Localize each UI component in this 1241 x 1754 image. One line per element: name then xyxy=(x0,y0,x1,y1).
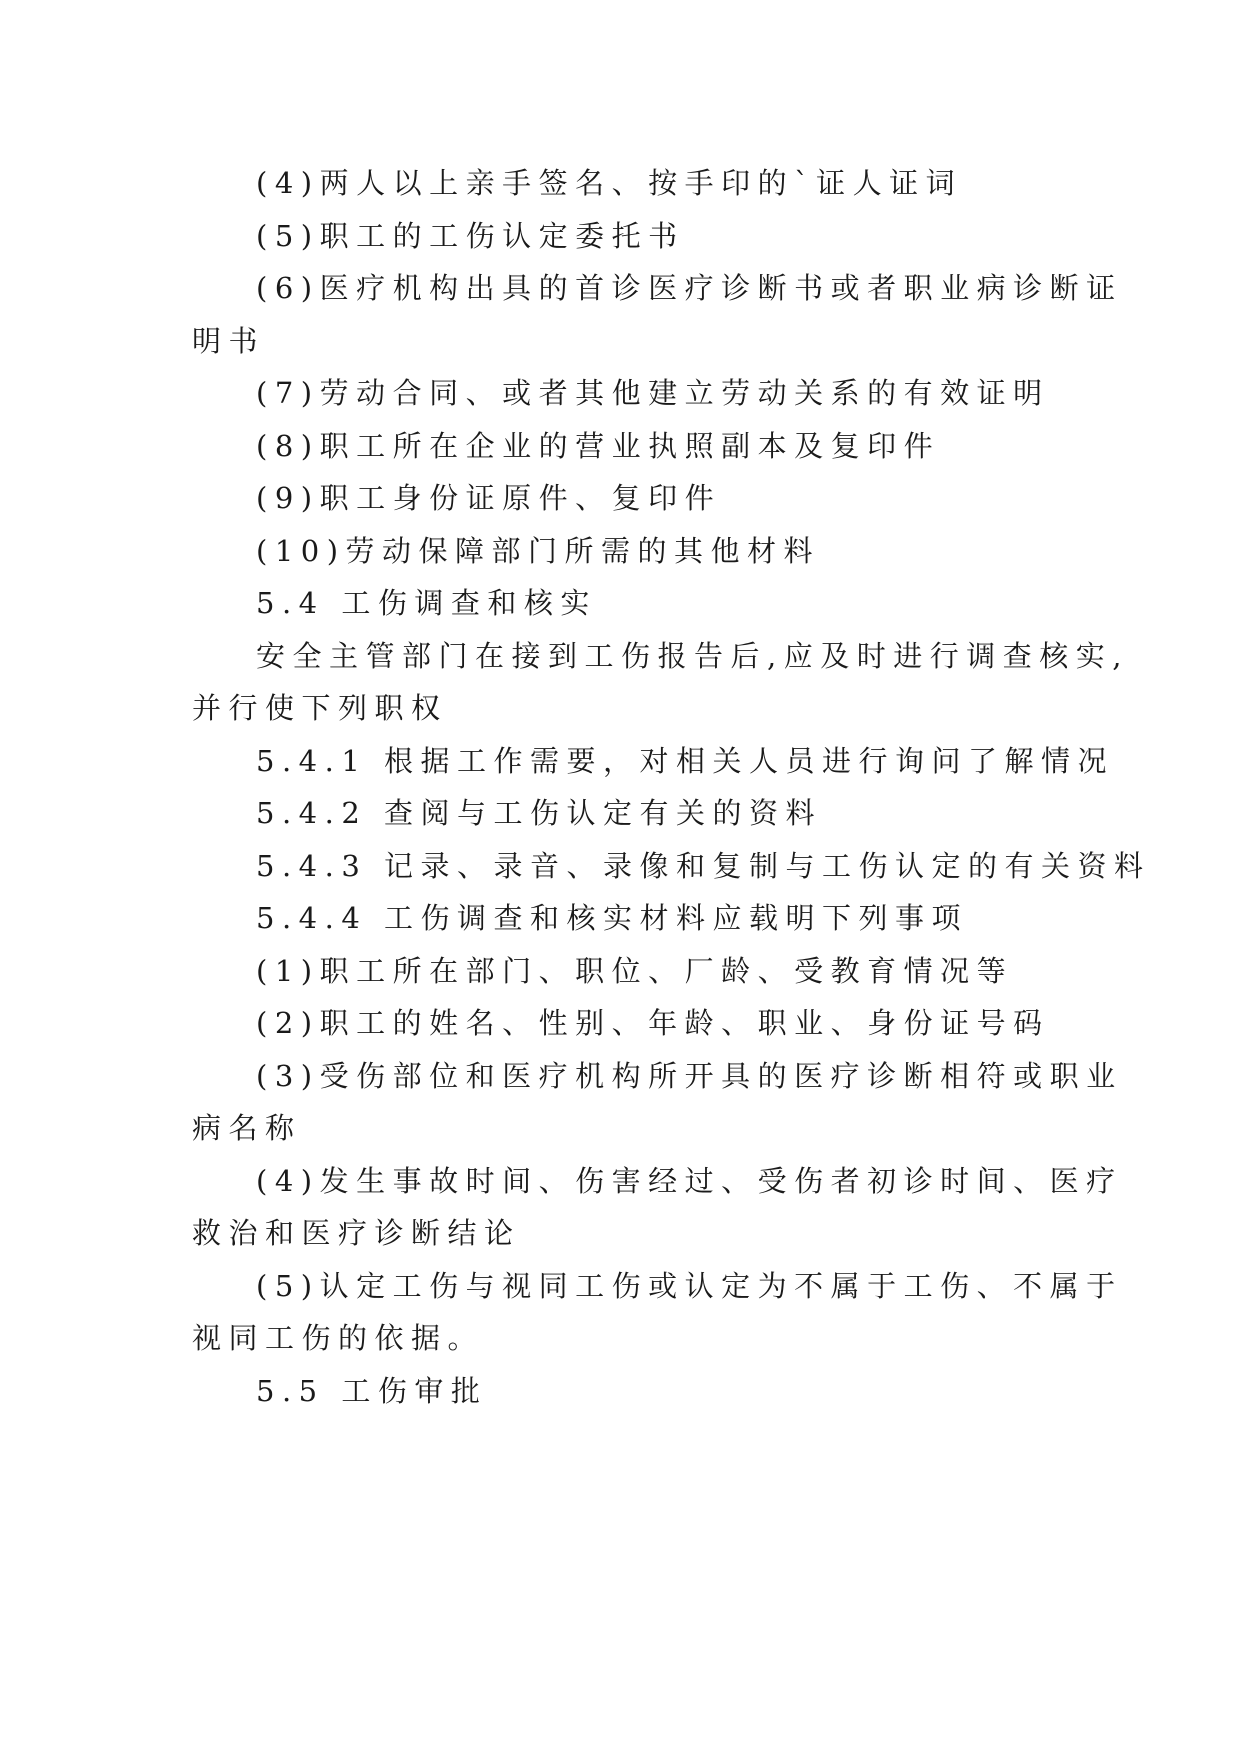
subitem-4-accident-time: (4)发生事故时间、伤害经过、受伤者初诊时间、医疗 xyxy=(256,1164,1123,1198)
item-5-authorization-letter: (5)职工的工伤认定委托书 xyxy=(256,219,685,253)
item-6-continuation: 明书 xyxy=(192,324,266,358)
section-5-4-heading: 5.4 工伤调查和核实 xyxy=(256,586,597,620)
section-5-5-heading: 5.5 工伤审批 xyxy=(256,1374,488,1408)
section-5-4-paragraph: 安全主管部门在接到工伤报告后,应及时进行调查核实, xyxy=(256,639,1129,673)
section-5-4-paragraph-continuation: 并行使下列职权 xyxy=(192,691,448,725)
item-9-id-card: (9)职工身份证原件、复印件 xyxy=(256,481,722,515)
clause-5-4-3: 5.4.3 记录、录音、录像和复制与工伤认定的有关资料 xyxy=(256,849,1151,883)
item-8-business-license: (8)职工所在企业的营业执照副本及复印件 xyxy=(256,429,941,463)
subitem-2-personal-info: (2)职工的姓名、性别、年龄、职业、身份证号码 xyxy=(256,1006,1050,1040)
subitem-3-injury-location: (3)受伤部位和医疗机构所开具的医疗诊断相符或职业 xyxy=(256,1059,1123,1093)
subitem-3-continuation: 病名称 xyxy=(192,1111,302,1145)
subitem-4-continuation: 救治和医疗诊断结论 xyxy=(192,1216,521,1250)
item-6-medical-diagnosis: (6)医疗机构出具的首诊医疗诊断书或者职业病诊断证 xyxy=(256,271,1123,305)
item-7-labor-contract: (7)劳动合同、或者其他建立劳动关系的有效证明 xyxy=(256,376,1050,410)
clause-5-4-4: 5.4.4 工伤调查和核实材料应载明下列事项 xyxy=(256,901,969,935)
item-4-witness-testimony: (4)两人以上亲手签名、按手印的`证人证词 xyxy=(256,166,963,200)
clause-5-4-1: 5.4.1 根据工作需要，对相关人员进行询问了解情况 xyxy=(256,744,1115,778)
subitem-1-department: (1)职工所在部门、职位、厂龄、受教育情况等 xyxy=(256,954,1014,988)
clause-5-4-2: 5.4.2 查阅与工伤认定有关的资料 xyxy=(256,796,823,830)
subitem-5-determination-basis: (5)认定工伤与视同工伤或认定为不属于工伤、不属于 xyxy=(256,1269,1123,1303)
item-10-other-materials: (10)劳动保障部门所需的其他材料 xyxy=(256,534,821,568)
subitem-5-continuation: 视同工伤的依据。 xyxy=(192,1321,485,1355)
